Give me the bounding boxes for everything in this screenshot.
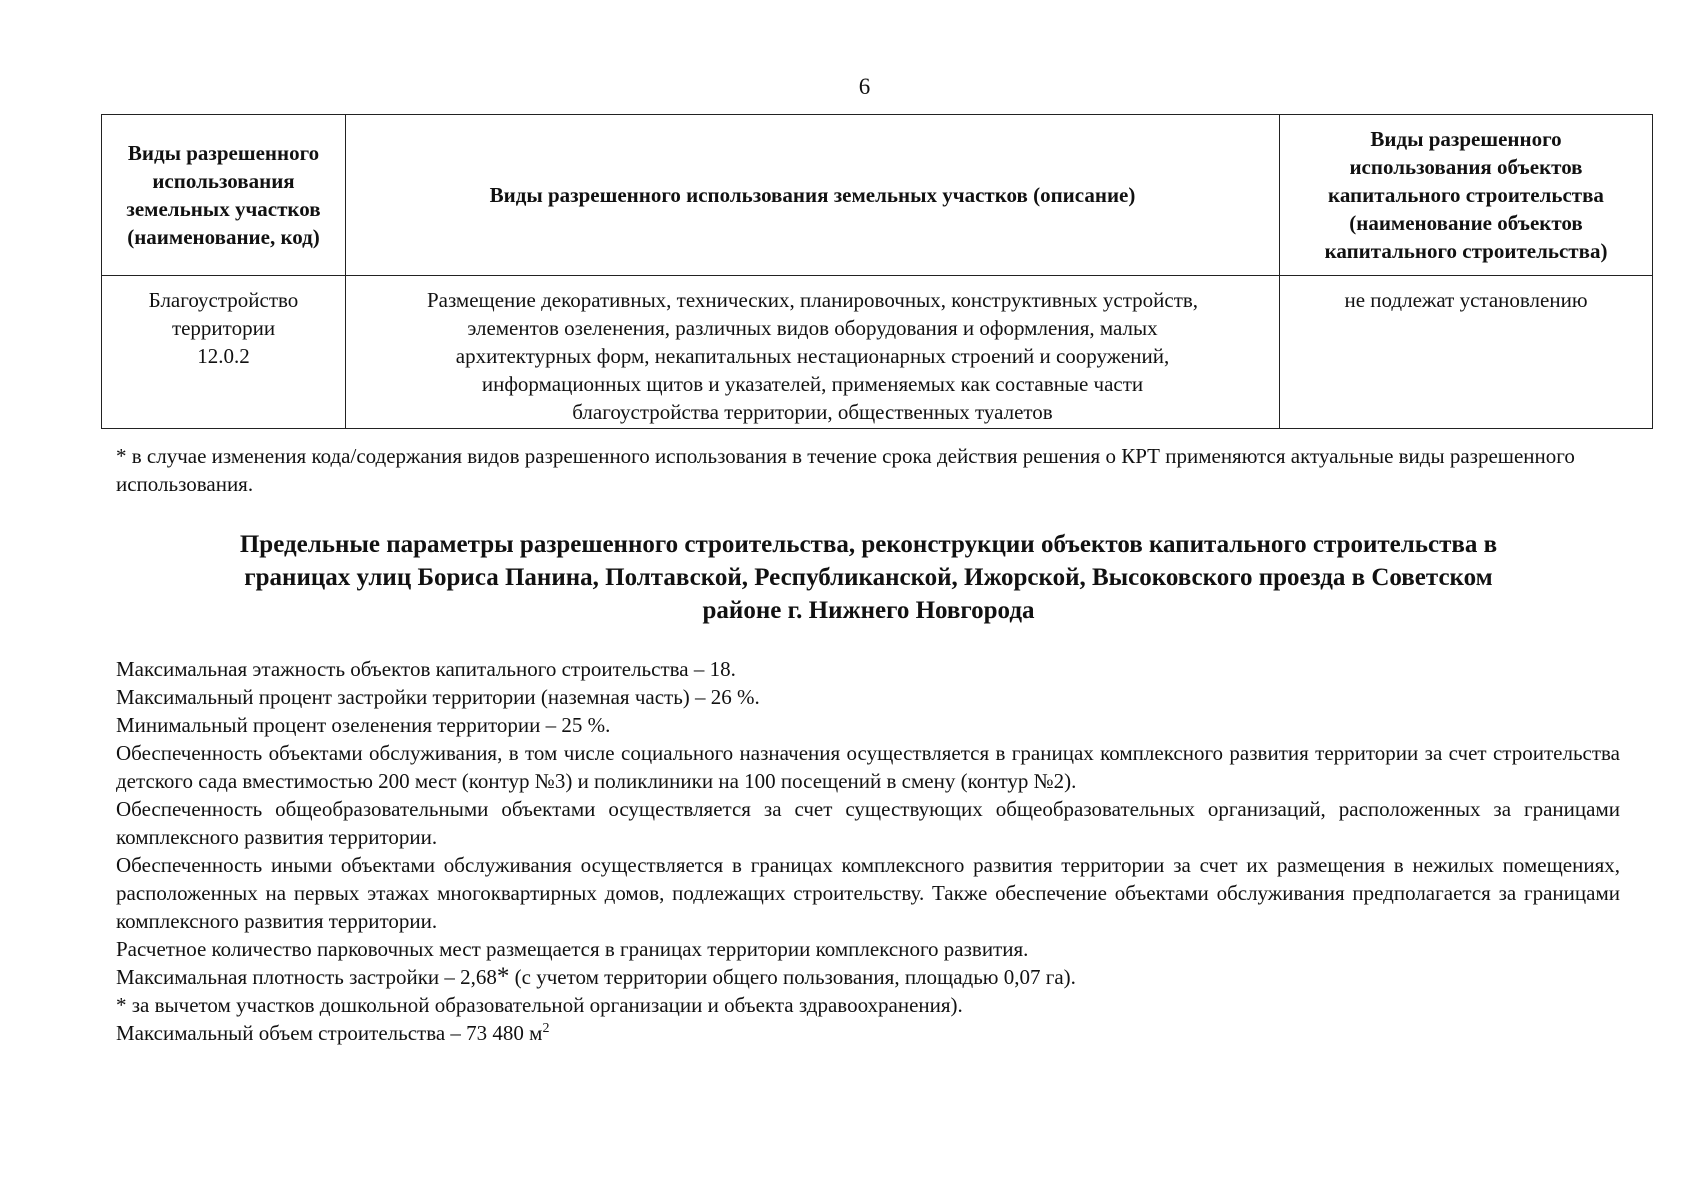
param-schools: Обеспеченность общеобразовательными объектами осуществляется за счет существующих общеобразовательных организаций, расположенных за границами комплексного развития территории. <box>116 797 1620 849</box>
cell-line: элементов озеленения, различных видов оборудования и оформления, малых <box>467 316 1158 340</box>
header-line: земельных участков <box>126 197 321 221</box>
header-line: использования объектов <box>1349 155 1583 179</box>
header-line: Виды разрешенного <box>127 141 320 165</box>
max-volume-unit-sup: 2 <box>542 1021 550 1036</box>
param-density-note: * за вычетом участков дошкольной образовательной организации и объекта здравоохранения). <box>116 993 963 1017</box>
section-title-line: Предельные параметры разрешенного строительства, реконструкции объектов капитального строительства в <box>239 531 1498 558</box>
param-other-services: Обеспеченность иными объектами обслуживания осуществляется в границах комплексного развития территории за счет их размещения в нежилых помещениях, расположенных на первых этажах многоквартирных домов, подлежащих строительству. Также обеспечение объектами обслуживания предполагается за границами комплексного развития территории. <box>116 853 1620 933</box>
header-land-use-name-code <box>102 115 346 276</box>
section-title-line: районе г. Нижнего Новгорода <box>702 597 1035 624</box>
header-line: Виды разрешенного <box>1370 127 1562 151</box>
cell-line: Благоустройство <box>148 288 299 312</box>
param-min-green-percent: Минимальный процент озеленения территории – 25 %. <box>116 713 611 737</box>
density-star: * <box>496 963 510 990</box>
header-line: Виды разрешенного использования земельных участков (описание) <box>489 183 1136 207</box>
header-line: капитального строительства) <box>1324 239 1608 263</box>
header-line: (наименование объектов <box>1349 211 1583 235</box>
table-footnote: * в случае изменения кода/содержания видов разрешенного использования в течение срока действия решения о КРТ применяются актуальные виды разрешенного использования. <box>116 444 1575 496</box>
param-services-social: Обеспеченность объектами обслуживания, в том числе социального назначения осуществляется в границах комплексного развития территории за счет строительства детского сада вместимостью 200 мест (контур №3) и поликлиники на 100 посещений в смену (контур №2). <box>116 741 1620 793</box>
header-capital-objects <box>1280 115 1653 276</box>
cell-line: информационных щитов и указателей, применяемых как составные части <box>481 372 1144 396</box>
cell-line: территории <box>171 316 276 340</box>
param-max-volume <box>116 1019 1620 1047</box>
land-use-table <box>101 114 1653 429</box>
table-row <box>102 276 1653 429</box>
header-line: капитального строительства <box>1328 183 1604 207</box>
cell-line: архитектурных форм, некапитальных нестационарных строений и сооружений, <box>455 344 1170 368</box>
param-max-floors: Максимальная этажность объектов капитального строительства – 18. <box>116 657 736 681</box>
cell-land-use-description <box>346 276 1280 429</box>
cell-land-use-name <box>102 276 346 429</box>
header-land-use-description <box>346 115 1280 276</box>
max-volume-text: Максимальный объем строительства – 73 480 м <box>116 1021 543 1045</box>
param-max-build-percent: Максимальный процент застройки территории (наземная часть) – 26 %. <box>116 685 760 709</box>
density-prefix: Максимальная плотность застройки – 2,68 <box>116 965 497 989</box>
param-parking: Расчетное количество парковочных мест размещается в границах территории комплексного развития. <box>116 937 1029 961</box>
cell-capital-objects <box>1280 276 1653 429</box>
cell-line: Размещение декоративных, технических, планировочных, конструктивных устройств, <box>426 288 1199 312</box>
parameters-list <box>116 655 1620 1047</box>
table-header-row <box>102 115 1653 276</box>
section-title <box>120 528 1617 627</box>
header-line: использования <box>152 169 295 193</box>
section-title-line: границах улиц Бориса Панина, Полтавской, Республиканской, Ижорской, Высоковского проезда в Советском <box>244 564 1493 591</box>
cell-line: не подлежат установлению <box>1344 288 1588 312</box>
page-number: 6 <box>858 74 871 99</box>
density-suffix: (с учетом территории общего пользования, площадью 0,07 га). <box>509 965 1076 989</box>
header-line: (наименование, код) <box>127 225 320 249</box>
cell-line: 12.0.2 <box>197 344 250 368</box>
cell-line: благоустройства территории, общественных туалетов <box>572 400 1053 424</box>
param-density <box>116 963 1620 991</box>
